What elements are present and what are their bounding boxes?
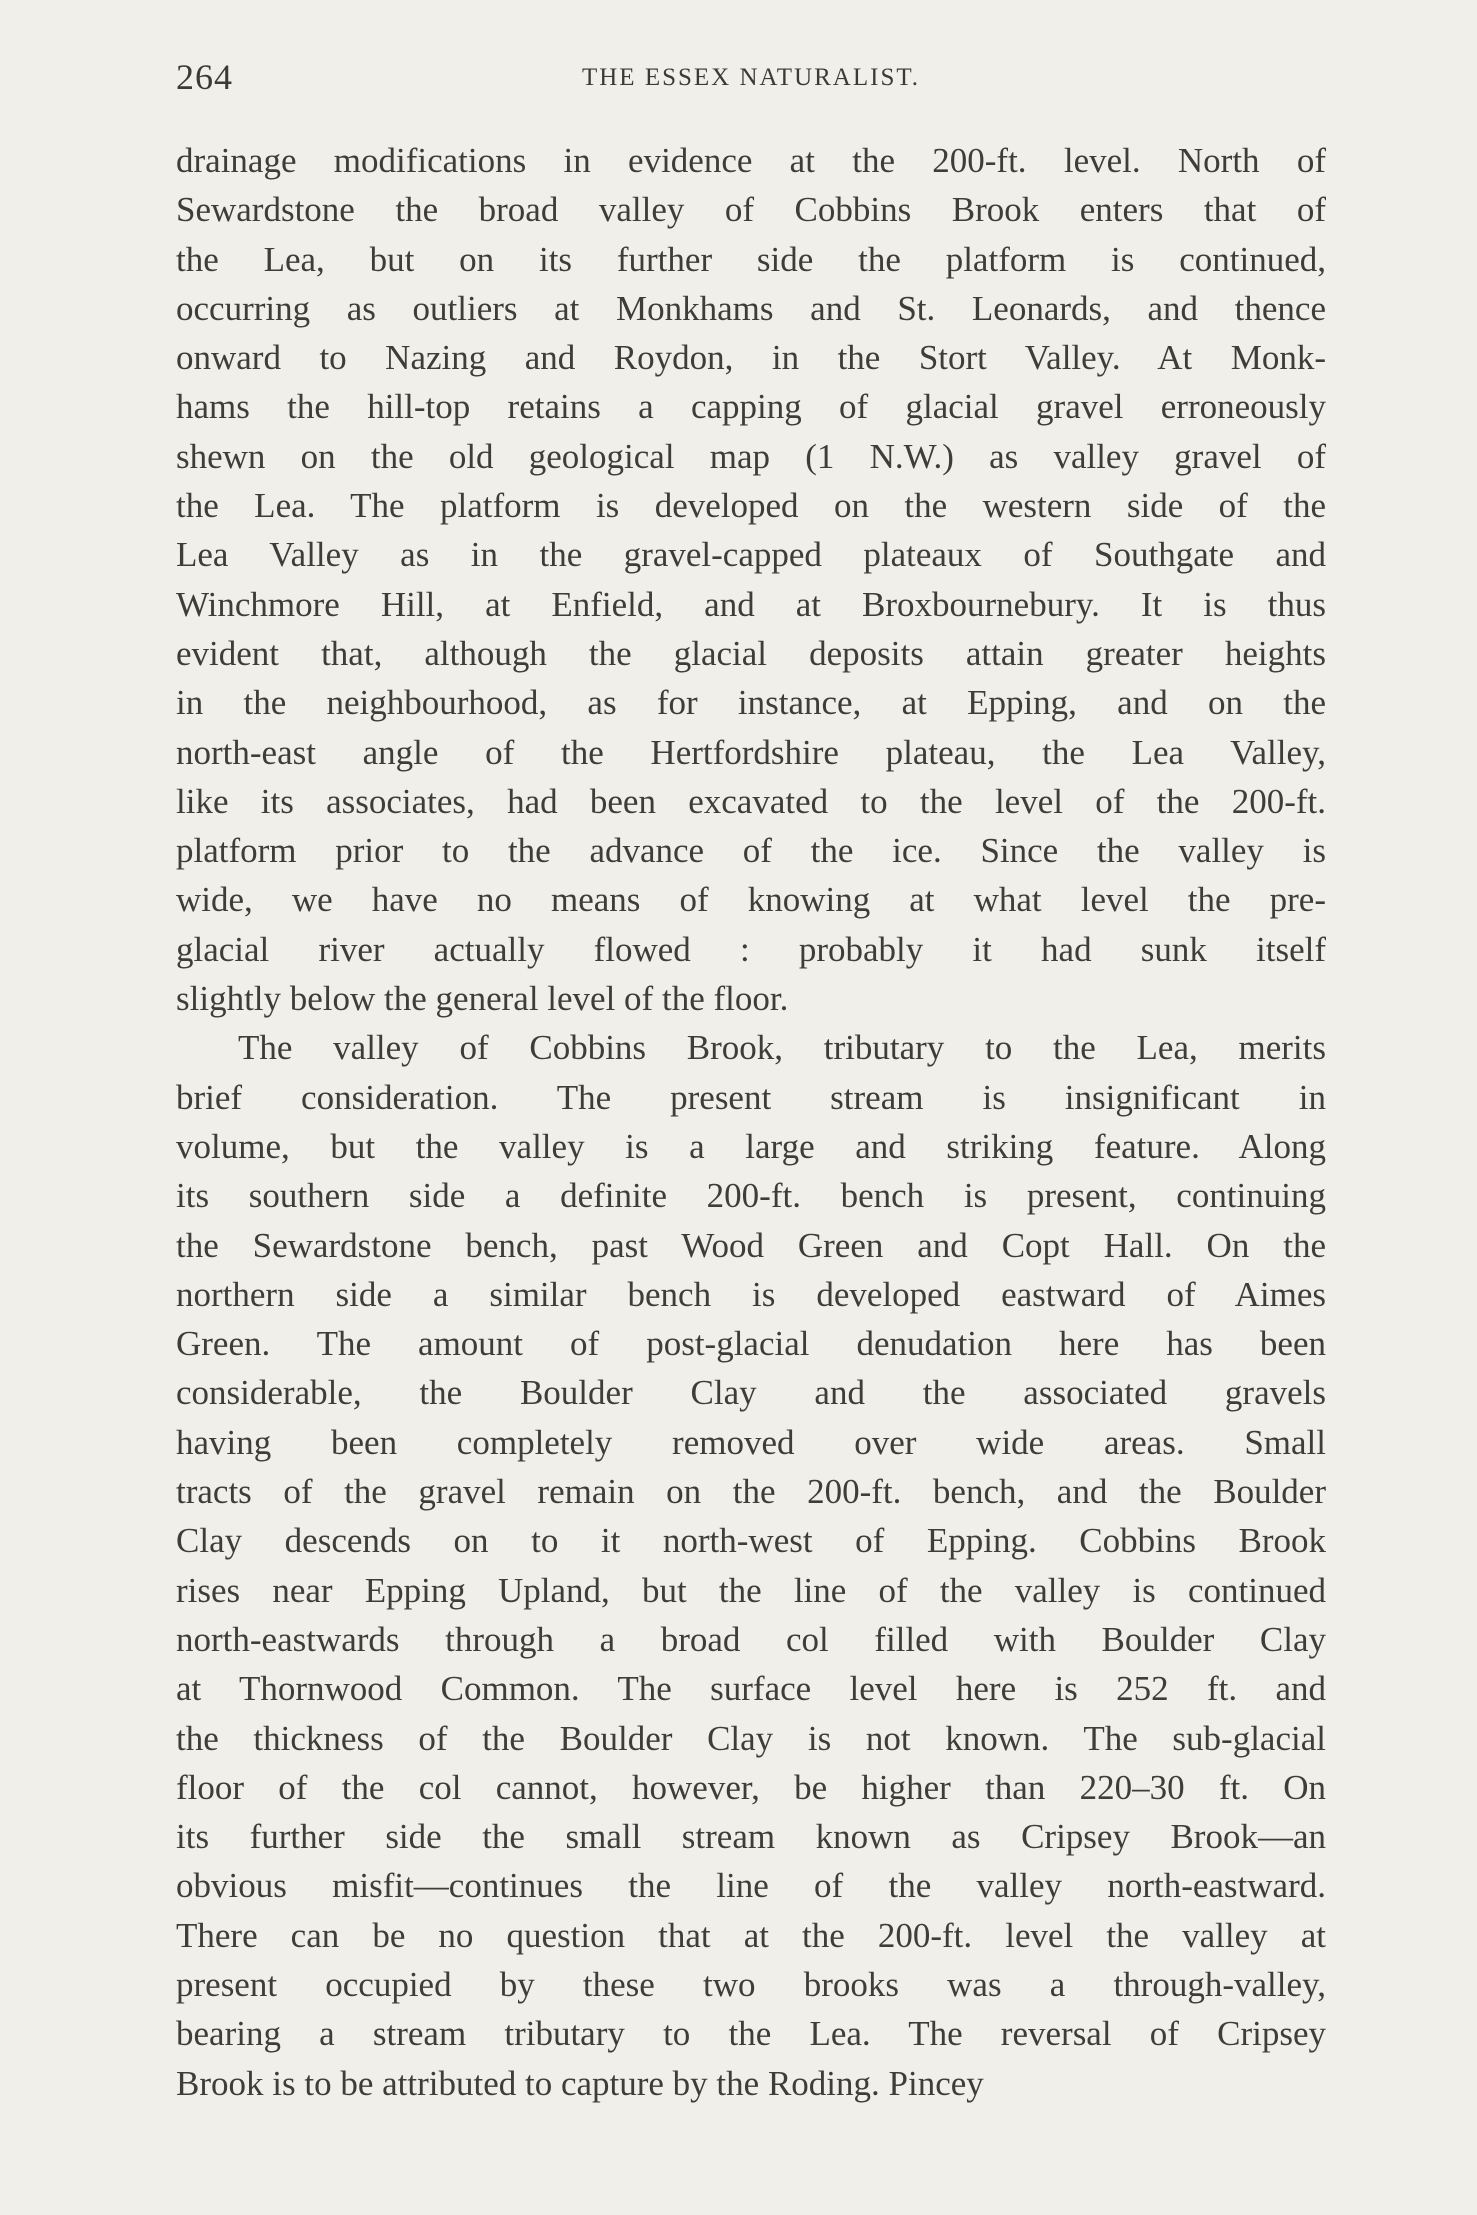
text-line: hams the hill-top retains a capping of glacial gravel erroneously: [176, 387, 1326, 427]
text-line: northern side a similar bench is developed eastward of Aimes: [176, 1274, 1326, 1314]
text-line: drainage modifications in evidence at the 200-ft. level. North of: [176, 141, 1326, 180]
paragraph: [176, 1023, 1326, 2108]
running-head: THE ESSEX NATURALIST.: [581, 64, 921, 91]
text-line: like its associates, had been excavated to the level of the 200-ft.: [176, 781, 1326, 821]
text-line: Sewardstone the broad valley of Cobbins Brook enters that of: [176, 190, 1326, 230]
text-line: considerable, the Boulder Clay and the associated gravels: [176, 1373, 1326, 1413]
text-line: in the neighbourhood, as for instance, at Epping, and on the: [176, 683, 1326, 723]
text-line: present occupied by these two brooks was a through-valley,: [176, 1964, 1326, 2004]
text-line: bearing a stream tributary to the Lea. The reversal of Cripsey: [176, 2014, 1326, 2054]
text-line: brief consideration. The present stream is insignificant in: [176, 1077, 1326, 1117]
text-line: volume, but the valley is a large and striking feature. Along: [176, 1126, 1326, 1166]
text-line: having been completely removed over wide areas. Small: [176, 1422, 1326, 1462]
text-line: the Sewardstone bench, past Wood Green and Copt Hall. On the: [176, 1225, 1326, 1265]
text-line: evident that, although the glacial deposits attain greater heights: [176, 633, 1326, 673]
body-text: [176, 136, 1326, 2108]
text-line: the Lea. The platform is developed on the western side of the: [176, 486, 1326, 526]
text-line: its southern side a definite 200-ft. bench is present, continuing: [176, 1176, 1326, 1216]
text-line: rises near Epping Upland, but the line of the valley is continued: [176, 1570, 1326, 1610]
text-line: obvious misfit—continues the line of the valley north-eastward.: [176, 1866, 1326, 1906]
text-line: its further side the small stream known as Cripsey Brook—an: [176, 1817, 1326, 1857]
text-line: Lea Valley as in the gravel-capped plateaux of Southgate and: [176, 535, 1326, 575]
text-line: wide, we have no means of knowing at what level the pre-: [176, 880, 1326, 920]
text-line: platform prior to the advance of the ice. Since the valley is: [176, 831, 1326, 871]
text-line: The valley of Cobbins Brook, tributary to the Lea, merits: [238, 1028, 1326, 1068]
text-line: north-eastwards through a broad col filled with Boulder Clay: [176, 1619, 1326, 1659]
text-line: shewn on the old geological map (1 N.W.) as valley gravel of: [176, 436, 1326, 476]
text-line: Green. The amount of post-glacial denudation here has been: [176, 1324, 1326, 1364]
paragraph: [176, 136, 1326, 1023]
text-line: north-east angle of the Hertfordshire plateau, the Lea Valley,: [176, 732, 1326, 772]
text-line: glacial river actually flowed : probably it had sunk itself: [176, 929, 1326, 969]
text-line: Brook is to be attributed to capture by the Roding. Pincey: [176, 2063, 984, 2103]
text-line: occurring as outliers at Monkhams and St. Leonards, and thence: [176, 288, 1326, 328]
text-line: the thickness of the Boulder Clay is not known. The sub-glacial: [176, 1718, 1326, 1758]
page-header: [176, 56, 1326, 108]
text-line: floor of the col cannot, however, be higher than 220–30 ft. On: [176, 1767, 1326, 1807]
text-line: Clay descends on to it north-west of Epping. Cobbins Brook: [176, 1521, 1326, 1561]
text-line: onward to Nazing and Roydon, in the Stort Valley. At Monk-: [176, 338, 1326, 378]
text-line: Winchmore Hill, at Enfield, and at Broxbournebury. It is thus: [176, 584, 1326, 624]
text-line: the Lea, but on its further side the platform is continued,: [176, 239, 1326, 279]
text-line: tracts of the gravel remain on the 200-ft. bench, and the Boulder: [176, 1472, 1326, 1512]
text-line: at Thornwood Common. The surface level here is 252 ft. and: [176, 1669, 1326, 1709]
text-line: slightly below the general level of the floor.: [176, 979, 789, 1019]
page-number: 264: [176, 57, 233, 97]
text-line: There can be no question that at the 200-ft. level the valley at: [176, 1915, 1326, 1955]
